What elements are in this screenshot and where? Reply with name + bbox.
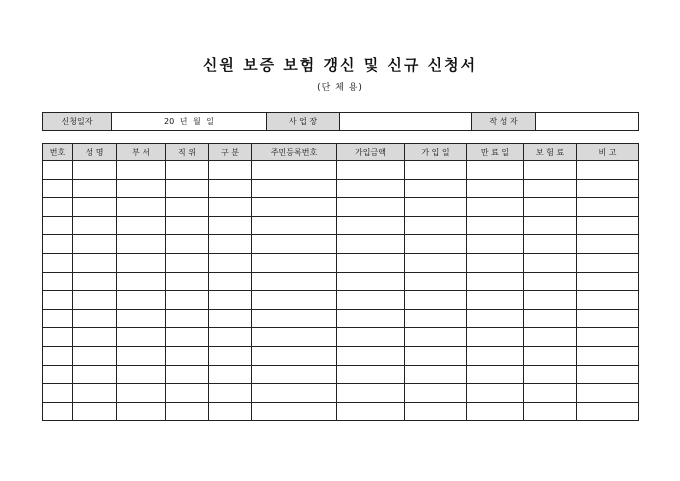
table-cell[interactable] bbox=[73, 272, 117, 291]
table-cell[interactable] bbox=[405, 384, 467, 403]
header-coverage-amount: 가입금액 bbox=[337, 144, 405, 161]
application-date-label: 신청일자 bbox=[43, 113, 112, 131]
table-cell[interactable] bbox=[73, 216, 117, 235]
table-cell[interactable] bbox=[337, 198, 405, 217]
table-cell[interactable] bbox=[524, 402, 577, 421]
member-list-table bbox=[42, 143, 639, 421]
table-cell[interactable] bbox=[252, 309, 337, 328]
table-cell[interactable] bbox=[209, 384, 252, 403]
header-remarks: 비 고 bbox=[577, 144, 639, 161]
table-cell[interactable] bbox=[467, 198, 524, 217]
table-cell[interactable] bbox=[524, 198, 577, 217]
table-row bbox=[43, 272, 639, 291]
writer-field[interactable] bbox=[536, 113, 639, 131]
table-cell[interactable] bbox=[117, 384, 166, 403]
table-cell[interactable] bbox=[577, 272, 639, 291]
header-join-date: 가 입 일 bbox=[405, 144, 467, 161]
form-subtitle: (단 체 용) bbox=[317, 83, 363, 93]
table-cell[interactable] bbox=[337, 365, 405, 384]
table-cell[interactable] bbox=[43, 346, 73, 365]
table-cell[interactable] bbox=[577, 309, 639, 328]
table-cell[interactable] bbox=[73, 328, 117, 347]
table-cell[interactable] bbox=[73, 346, 117, 365]
table-cell[interactable] bbox=[405, 291, 467, 310]
table-cell[interactable] bbox=[337, 179, 405, 198]
table-cell[interactable] bbox=[209, 179, 252, 198]
table-cell[interactable] bbox=[43, 309, 73, 328]
table-cell[interactable] bbox=[252, 272, 337, 291]
table-cell[interactable] bbox=[524, 328, 577, 347]
table-cell[interactable] bbox=[405, 198, 467, 217]
table-cell[interactable] bbox=[577, 384, 639, 403]
table-cell[interactable] bbox=[209, 272, 252, 291]
table-row bbox=[43, 235, 639, 254]
table-row bbox=[43, 291, 639, 310]
table-cell[interactable] bbox=[524, 384, 577, 403]
table-cell[interactable] bbox=[252, 161, 337, 180]
table-cell[interactable] bbox=[166, 291, 209, 310]
table-cell[interactable] bbox=[166, 161, 209, 180]
table-cell[interactable] bbox=[43, 235, 73, 254]
table-cell[interactable] bbox=[337, 384, 405, 403]
table-cell[interactable] bbox=[117, 161, 166, 180]
applicant-info-row bbox=[43, 113, 639, 131]
table-cell[interactable] bbox=[117, 309, 166, 328]
table-cell[interactable] bbox=[577, 346, 639, 365]
table-row bbox=[43, 346, 639, 365]
form-title: 신원 보증 보험 갱신 및 신규 신청서 bbox=[202, 56, 478, 74]
header-department: 부 서 bbox=[117, 144, 166, 161]
workplace-label: 사 업 장 bbox=[267, 113, 340, 131]
table-cell[interactable] bbox=[467, 291, 524, 310]
table-cell[interactable] bbox=[73, 291, 117, 310]
table-cell[interactable] bbox=[166, 328, 209, 347]
table-cell[interactable] bbox=[337, 253, 405, 272]
table-row bbox=[43, 198, 639, 217]
table-cell[interactable] bbox=[524, 365, 577, 384]
table-row bbox=[43, 179, 639, 198]
table-cell[interactable] bbox=[209, 328, 252, 347]
table-cell[interactable] bbox=[405, 161, 467, 180]
table-cell[interactable] bbox=[166, 198, 209, 217]
table-cell[interactable] bbox=[166, 346, 209, 365]
table-cell[interactable] bbox=[166, 235, 209, 254]
table-cell[interactable] bbox=[405, 216, 467, 235]
table-cell[interactable] bbox=[43, 291, 73, 310]
table-cell[interactable] bbox=[73, 179, 117, 198]
table-cell[interactable] bbox=[252, 365, 337, 384]
table-cell[interactable] bbox=[577, 179, 639, 198]
table-cell[interactable] bbox=[166, 309, 209, 328]
table-cell[interactable] bbox=[577, 291, 639, 310]
table-cell[interactable] bbox=[577, 216, 639, 235]
table-cell[interactable] bbox=[117, 179, 166, 198]
table-row bbox=[43, 384, 639, 403]
table-cell[interactable] bbox=[337, 272, 405, 291]
table-cell[interactable] bbox=[405, 179, 467, 198]
table-cell[interactable] bbox=[405, 365, 467, 384]
table-cell[interactable] bbox=[117, 291, 166, 310]
table-cell[interactable] bbox=[43, 384, 73, 403]
table-cell[interactable] bbox=[252, 216, 337, 235]
table-cell[interactable] bbox=[252, 235, 337, 254]
table-cell[interactable] bbox=[73, 309, 117, 328]
table-cell[interactable] bbox=[467, 253, 524, 272]
table-cell[interactable] bbox=[252, 346, 337, 365]
table-cell[interactable] bbox=[405, 309, 467, 328]
table-cell[interactable] bbox=[467, 346, 524, 365]
table-cell[interactable] bbox=[337, 216, 405, 235]
table-cell[interactable] bbox=[252, 291, 337, 310]
table-row bbox=[43, 161, 639, 180]
table-cell[interactable] bbox=[467, 402, 524, 421]
table-cell[interactable] bbox=[209, 365, 252, 384]
table-row bbox=[43, 402, 639, 421]
table-cell[interactable] bbox=[577, 365, 639, 384]
table-row bbox=[43, 328, 639, 347]
table-cell[interactable] bbox=[467, 384, 524, 403]
table-cell[interactable] bbox=[43, 179, 73, 198]
table-cell[interactable] bbox=[73, 384, 117, 403]
table-cell[interactable] bbox=[117, 253, 166, 272]
table-cell[interactable] bbox=[209, 253, 252, 272]
table-row bbox=[43, 216, 639, 235]
table-row bbox=[43, 253, 639, 272]
table-cell[interactable] bbox=[337, 346, 405, 365]
table-cell[interactable] bbox=[577, 328, 639, 347]
table-cell[interactable] bbox=[209, 235, 252, 254]
header-position: 직 위 bbox=[166, 144, 209, 161]
table-cell[interactable] bbox=[117, 346, 166, 365]
header-name: 성 명 bbox=[73, 144, 117, 161]
table-cell[interactable] bbox=[467, 216, 524, 235]
table-cell[interactable] bbox=[73, 253, 117, 272]
table-cell[interactable] bbox=[467, 309, 524, 328]
table-cell[interactable] bbox=[467, 365, 524, 384]
table-cell[interactable] bbox=[524, 272, 577, 291]
table-cell[interactable] bbox=[166, 272, 209, 291]
table-cell[interactable] bbox=[524, 253, 577, 272]
writer-label: 작 성 자 bbox=[472, 113, 536, 131]
table-cell[interactable] bbox=[467, 161, 524, 180]
table-cell[interactable] bbox=[117, 235, 166, 254]
table-cell[interactable] bbox=[117, 198, 166, 217]
table-cell[interactable] bbox=[577, 235, 639, 254]
table-cell[interactable] bbox=[117, 216, 166, 235]
table-cell[interactable] bbox=[524, 235, 577, 254]
table-cell[interactable] bbox=[43, 402, 73, 421]
table-cell[interactable] bbox=[117, 328, 166, 347]
table-cell[interactable] bbox=[252, 253, 337, 272]
table-cell[interactable] bbox=[209, 161, 252, 180]
table-cell[interactable] bbox=[577, 253, 639, 272]
table-cell[interactable] bbox=[43, 365, 73, 384]
table-cell[interactable] bbox=[405, 272, 467, 291]
table-cell[interactable] bbox=[524, 216, 577, 235]
table-cell[interactable] bbox=[524, 346, 577, 365]
table-cell[interactable] bbox=[73, 198, 117, 217]
table-cell[interactable] bbox=[209, 291, 252, 310]
table-row bbox=[43, 365, 639, 384]
table-cell[interactable] bbox=[43, 253, 73, 272]
table-cell[interactable] bbox=[405, 346, 467, 365]
table-cell[interactable] bbox=[43, 216, 73, 235]
table-cell[interactable] bbox=[252, 402, 337, 421]
header-expiry-date: 만 료 일 bbox=[467, 144, 524, 161]
header-premium: 보 험 료 bbox=[524, 144, 577, 161]
table-cell[interactable] bbox=[166, 216, 209, 235]
table-row bbox=[43, 309, 639, 328]
header-number: 번호 bbox=[43, 144, 73, 161]
table-cell[interactable] bbox=[117, 365, 166, 384]
table-cell[interactable] bbox=[524, 309, 577, 328]
workplace-field[interactable] bbox=[340, 113, 472, 131]
table-cell[interactable] bbox=[43, 161, 73, 180]
table-cell[interactable] bbox=[252, 198, 337, 217]
table-cell[interactable] bbox=[524, 179, 577, 198]
table-cell[interactable] bbox=[524, 161, 577, 180]
table-cell[interactable] bbox=[467, 179, 524, 198]
application-date-field[interactable]: 20 년 월 일 bbox=[112, 113, 267, 131]
table-cell[interactable] bbox=[405, 402, 467, 421]
table-cell[interactable] bbox=[43, 198, 73, 217]
table-cell[interactable] bbox=[252, 328, 337, 347]
header-category: 구 분 bbox=[209, 144, 252, 161]
table-cell[interactable] bbox=[467, 328, 524, 347]
table-cell[interactable] bbox=[117, 272, 166, 291]
table-cell[interactable] bbox=[337, 161, 405, 180]
table-cell[interactable] bbox=[405, 235, 467, 254]
table-cell[interactable] bbox=[73, 235, 117, 254]
table-cell[interactable] bbox=[166, 253, 209, 272]
table-cell[interactable] bbox=[209, 402, 252, 421]
table-cell[interactable] bbox=[467, 272, 524, 291]
table-cell[interactable] bbox=[577, 198, 639, 217]
table-cell[interactable] bbox=[209, 198, 252, 217]
table-cell[interactable] bbox=[524, 291, 577, 310]
header-resident-number: 주민등록번호 bbox=[252, 144, 337, 161]
table-cell[interactable] bbox=[337, 235, 405, 254]
table-cell[interactable] bbox=[73, 402, 117, 421]
table-cell[interactable] bbox=[252, 179, 337, 198]
table-cell[interactable] bbox=[577, 161, 639, 180]
table-cell[interactable] bbox=[252, 384, 337, 403]
table-cell[interactable] bbox=[209, 309, 252, 328]
table-cell[interactable] bbox=[166, 384, 209, 403]
table-cell[interactable] bbox=[166, 365, 209, 384]
table-cell[interactable] bbox=[166, 179, 209, 198]
table-cell[interactable] bbox=[337, 328, 405, 347]
table-cell[interactable] bbox=[43, 272, 73, 291]
table-header-row bbox=[43, 144, 639, 161]
table-cell[interactable] bbox=[405, 328, 467, 347]
table-cell[interactable] bbox=[43, 328, 73, 347]
table-cell[interactable] bbox=[209, 216, 252, 235]
table-cell[interactable] bbox=[117, 402, 166, 421]
table-cell[interactable] bbox=[73, 365, 117, 384]
applicant-info-table bbox=[42, 112, 639, 131]
table-cell[interactable] bbox=[209, 346, 252, 365]
table-cell[interactable] bbox=[467, 235, 524, 254]
table-cell[interactable] bbox=[166, 402, 209, 421]
table-cell[interactable] bbox=[337, 291, 405, 310]
table-cell[interactable] bbox=[405, 253, 467, 272]
table-cell[interactable] bbox=[337, 309, 405, 328]
table-cell[interactable] bbox=[577, 402, 639, 421]
table-cell[interactable] bbox=[73, 161, 117, 180]
table-cell[interactable] bbox=[337, 402, 405, 421]
